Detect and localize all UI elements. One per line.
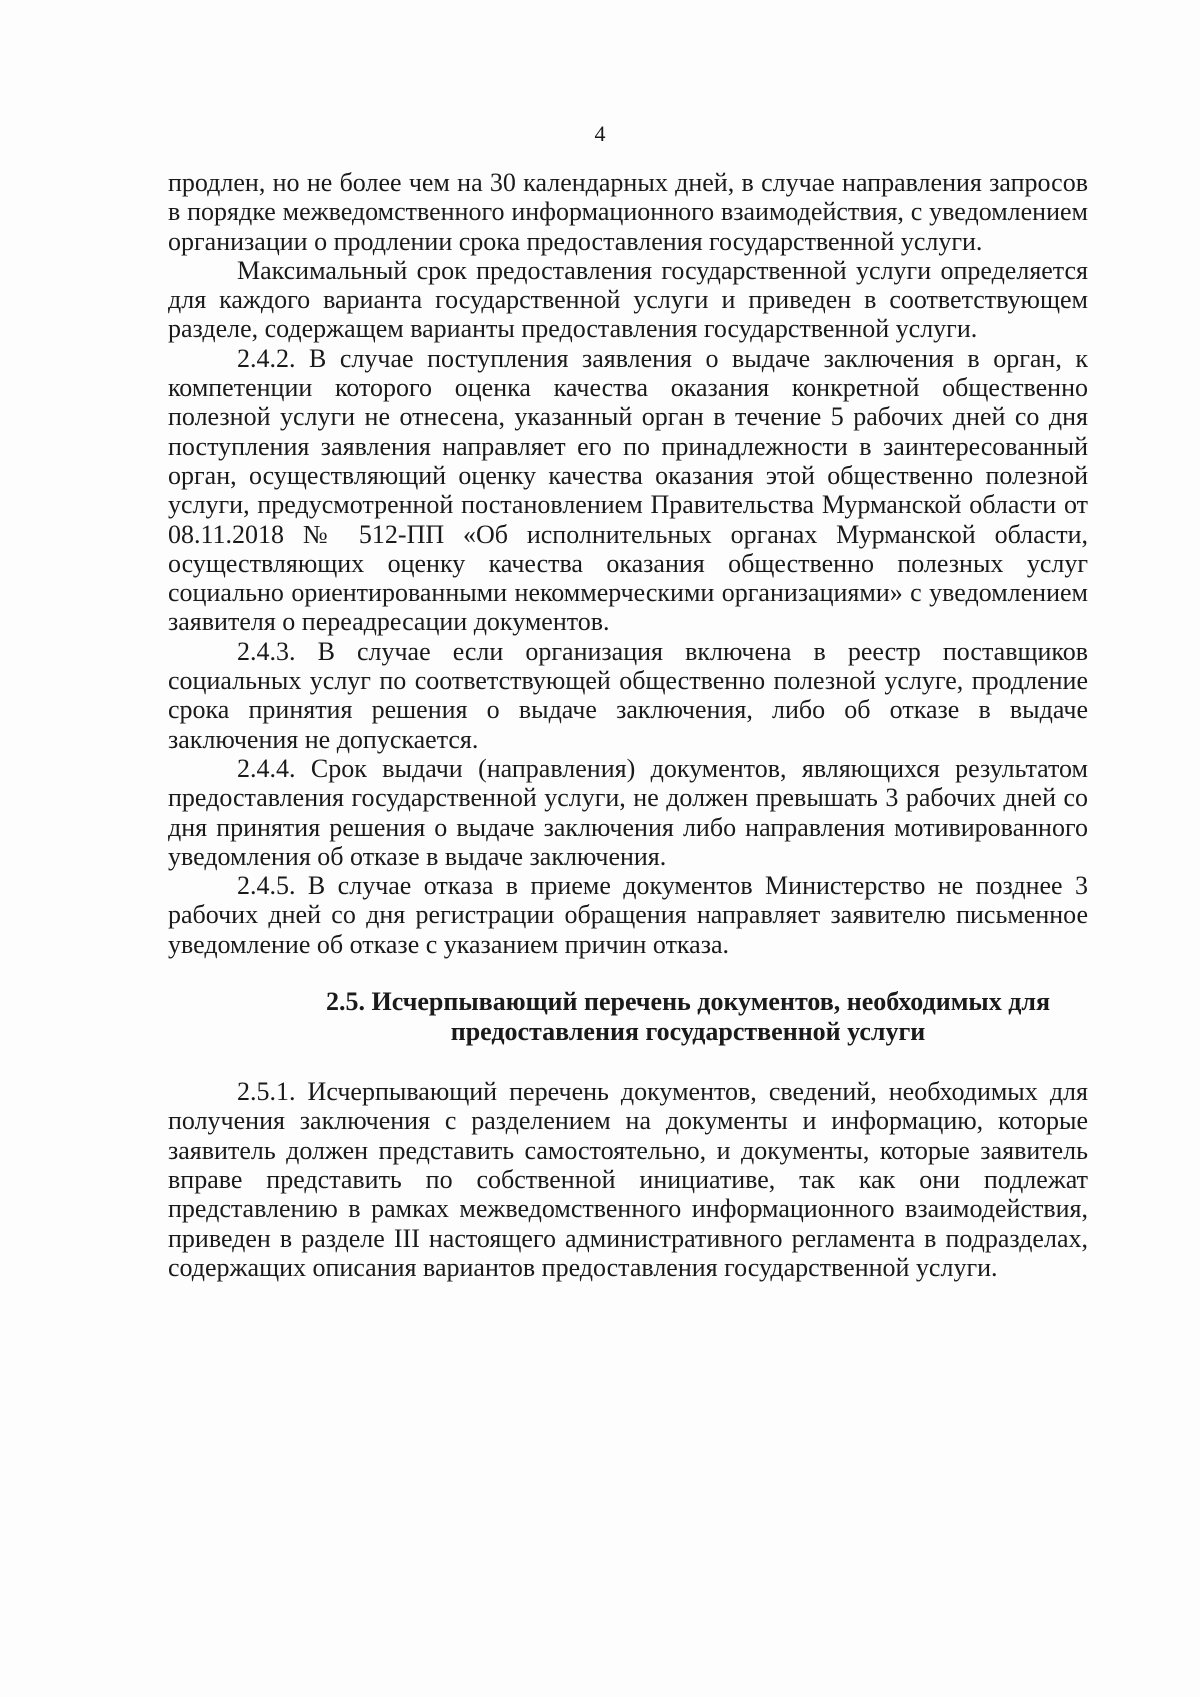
- section-heading-line-2: предоставления государственной услуги: [450, 1017, 926, 1047]
- document-body: [168, 168, 1088, 1282]
- paragraph-2-4-3: 2.4.3. В случае если организация включена в реестр поставщиков социальных услуг по соответствующей общественно полезной услуге, продление срока принятия решения о выдаче заключения, либо об отказе в выдаче заключения не допускается.: [168, 636, 1088, 754]
- paragraph-2-4-4: 2.4.4. Срок выдачи (направления) документов, являющихся результатом предоставления государственной услуги, не должен превышать 3 рабочих дней со дня принятия решения о выдаче заключения либо направления мотивированного уведомления об отказе в выдаче заключения.: [168, 753, 1088, 871]
- page-number: 4: [594, 121, 606, 146]
- paragraph-max-term: Максимальный срок предоставления государственной услуги определяется для каждого варианта государственной услуги и приведен в соответствующем разделе, содержащем варианты предоставления государственной услуги.: [168, 255, 1088, 344]
- section-heading-line-1: 2.5. Исчерпывающий перечень документов, необходимых для: [325, 987, 1051, 1017]
- paragraph-2-5-1: 2.5.1. Исчерпывающий перечень документов, сведений, необходимых для получения заключения с разделением на документы и информацию, которые заявитель должен представить самостоятельно, и документы, которые заявитель вправе представить по собственной инициативе, так как они подлежат представлению в рамках межведомственного информационного взаимодействия, приведен в разделе III настоящего административного регламента в подразделах, содержащих описания вариантов предоставления государственной услуги.: [168, 1077, 1088, 1282]
- paragraph-continuation: продлен, но не более чем на 30 календарных дней, в случае направления запросов в порядке межведомственного информационного взаимодействия, с уведомлением организации о продлении срока предоставления государственной услуги.: [168, 168, 1088, 256]
- paragraph-2-4-2: 2.4.2. В случае поступления заявления о выдаче заключения в орган, к компетенции которого оценка качества оказания конкретной общественно полезной услуги не отнесена, указанный орган в течение 5 рабочих дней со дня поступления заявления направляет его по принадлежности в заинтересованный орган, осуществляющий оценку качества оказания этой общественно полезной услуги, предусмотренной постановлением Правительства Мурманской области от 08.11.2018 № 512-ПП «Об исполнительных органах Мурманской области, осуществляющих оценку качества оказания общественно полезных услуг социально ориентированными некоммерческими организациями» с уведомлением заявителя о переадресации документов.: [168, 343, 1088, 637]
- paragraph-2-4-5: 2.4.5. В случае отказа в приеме документов Министерство не позднее 3 рабочих дней со дня регистрации обращения направляет заявителю письменное уведомление об отказе с указанием причин отказа.: [168, 871, 1088, 959]
- section-heading-2-5: [168, 987, 1088, 1047]
